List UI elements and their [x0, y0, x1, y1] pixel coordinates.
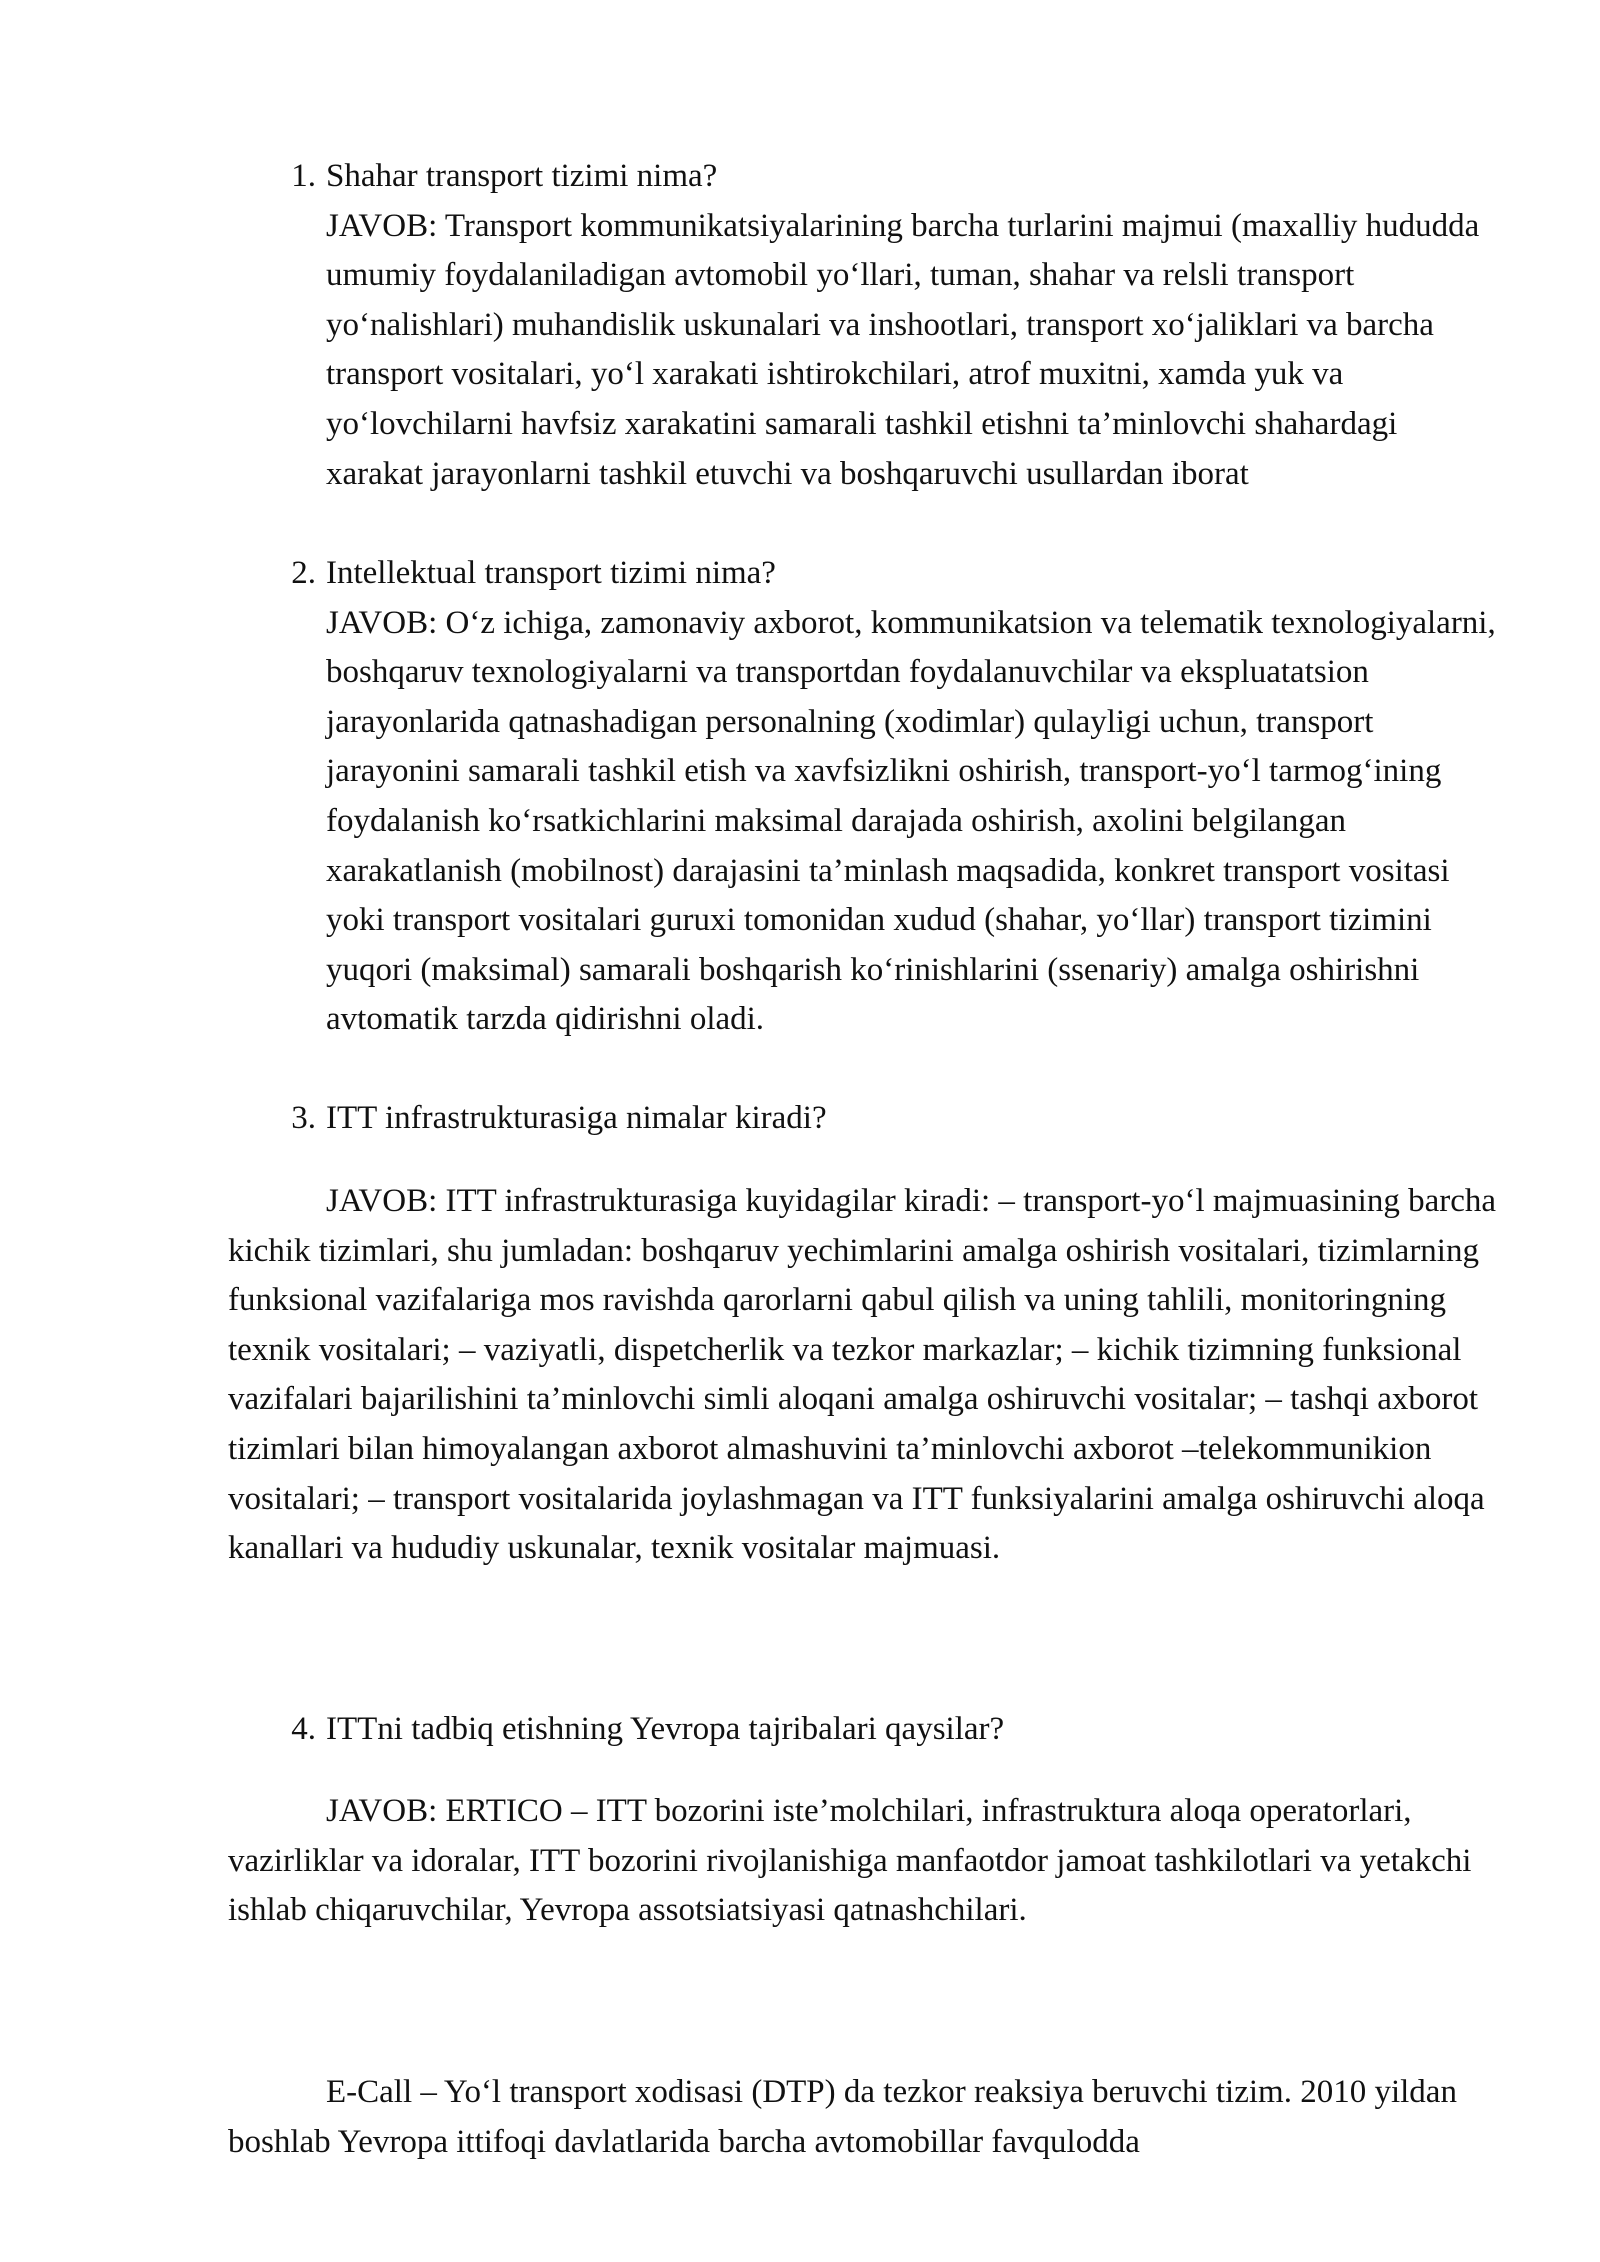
answer-text: JAVOB: Transport kommunikatsiyalarining barcha turlarini majmui (maxalliy hududda umumiy foydalaniladigan avtomobil yo‘llari, tuman, shahar va relsli transport yo‘nalishlari) muhandislik uskunalari va inshootlari, transport xo‘jaliklari va barcha transport vositalari, yo‘l xarakati ishtirokchilari, atrof muxitni, xamda yuk va yo‘lovchilarni havfsiz xarakatini samarali tashkil etishni ta’minlovchi shahardagi xarakat jarayonlarni tashkil etuvchi va boshqaruvchi usullardan iborat — [326, 207, 1480, 492]
answer-4-paragraph: JAVOB: ERTICO – ITT bozorini iste’molchilari, infrastruktura aloqa operatorlari, vazirliklar va idoralar, ITT bozorini rivojlanishiga manfaotdor jamoat tashkilotlari va yetakchi ishlab chiqaruvchilar, Yevropa assotsiatsiyasi qatnashchilari. — [228, 1793, 1472, 1929]
answer-3-paragraph: JAVOB: ITT infrastrukturasiga kuyidagilar kiradi: – transport-yo‘l majmuasining barcha kichik tizimlari, shu jumladan: boshqaruv yechimlarini amalga oshirish vositalari, tizimlarning funksional vazifalariga mos ravishda qarorlarni qabul qilish va uning tahlili, monitoringning texnik vositalari; – vaziyatli, dispetcherlik va tezkor markazlar; – kichik tizimning funksional vazifalari bajarilishini ta’minlovchi simli aloqani amalga oshiruvchi vositalar; – tashqi axborot tizimlari bilan himoyalangan axborot almashuvini ta’minlovchi axborot –telekommunikion vositalari; – transport vositalarida joylashmagan va ITT funksiyalarini amalga oshiruvchi aloqa kanallari va hududiy uskunalar, texnik vositalar majmuasi. — [228, 1183, 1497, 1567]
list-number: 1. — [291, 158, 316, 194]
list-number: 2. — [291, 555, 316, 591]
question-text: Shahar transport tizimi nima? — [326, 158, 718, 194]
answer-text: JAVOB: O‘z ichiga, zamonaviy axborot, kommunikatsion va telematik texnologiyalarni, boshqaruv texnologiyalarni va transportdan foydalanuvchilar va ekspluatatsion jarayonlarida qatnashadigan personalning (xodimlar) qulayligi uchun, transport jarayonini samarali tashkil etish va xavfsizlikni oshirish, transport-yo‘l tarmog‘ining foydalanish ko‘rsatkichlarini maksimal darajada oshirish, axolini belgilangan xarakatlanish (mobilnost) darajasini ta’minlash maqsadida, konkret transport vositasi yoki transport vositalari guruxi tomonidan xudud (shahar, yo‘llar) transport tizimini yuqori (maksimal) samarali boshqarish ko‘rinishlarini (ssenariy) amalga oshirishni avtomatik tarzda qidirishni oladi. — [326, 604, 1496, 1038]
question-text: Intellektual transport tizimi nima? — [326, 555, 776, 591]
list-item-2 — [272, 549, 1502, 1045]
list-number: 4. — [291, 1711, 316, 1747]
list-item-4 — [272, 1705, 1502, 1755]
ecall-paragraph: E-Call – Yo‘l transport xodisasi (DTP) da tezkor reaksiya beruvchi tizim. 2010 yildan boshlab Yevropa ittifoqi davlatlarida barcha avtomobillar favqulodda — [228, 2074, 1457, 2160]
list-item-1 — [272, 152, 1502, 499]
list-item-3 — [272, 1094, 1502, 1144]
question-text: ITTni tadbiq etishning Yevropa tajribalari qaysilar? — [326, 1711, 1005, 1747]
question-text: ITT infrastrukturasiga nimalar kiradi? — [326, 1100, 827, 1136]
list-number: 3. — [291, 1100, 316, 1136]
